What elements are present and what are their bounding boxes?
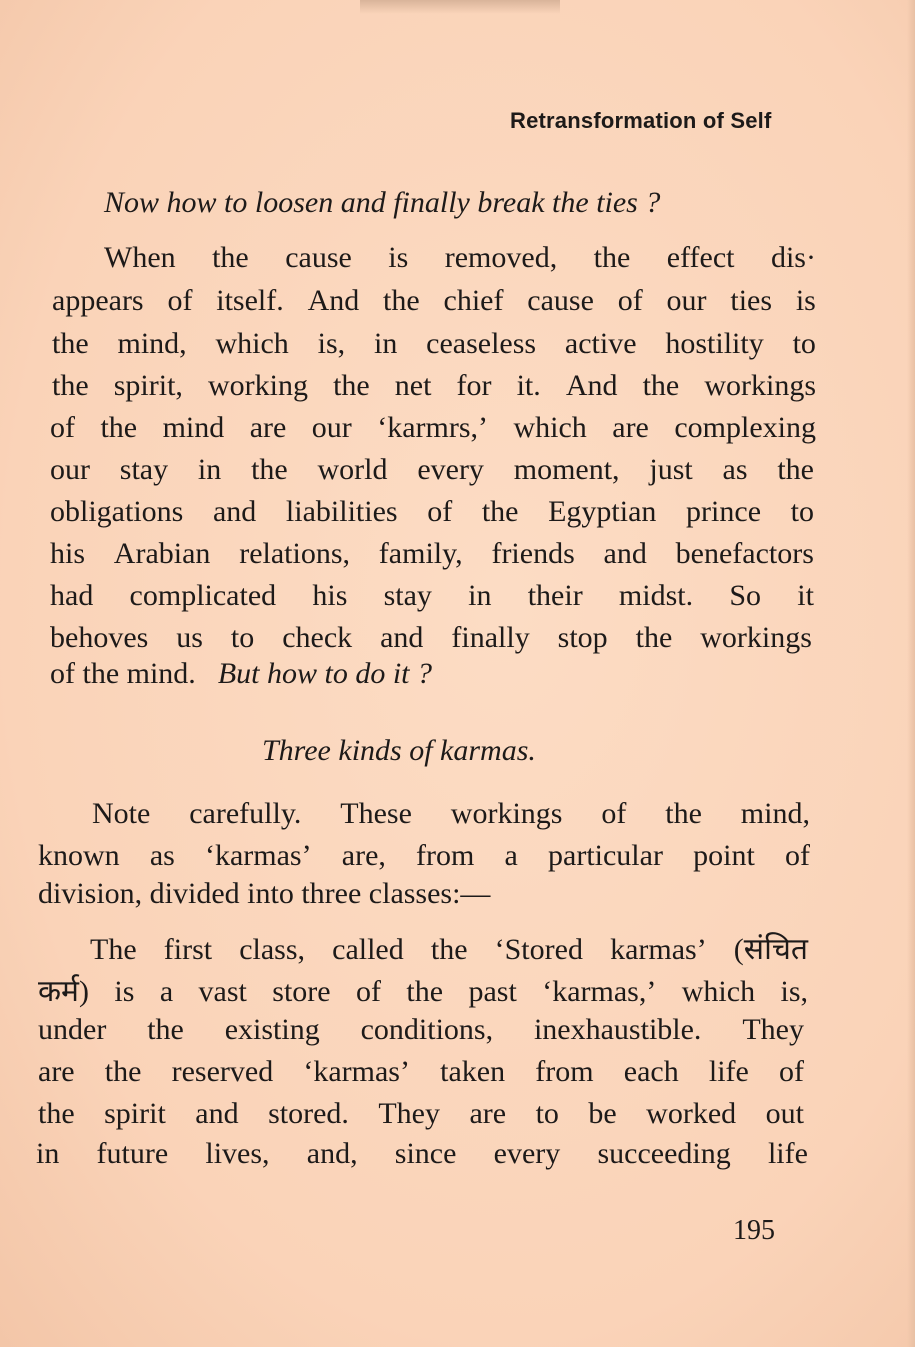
paragraph-line: of the mind are our ‘karmrs,’ which are complexing <box>50 411 816 444</box>
page-top-shadow <box>360 0 560 14</box>
section-heading-question: Now how to loosen and finally break the ties ? <box>104 186 661 219</box>
running-head: Retransformation of Self <box>510 108 772 133</box>
inline-question: But how to do it ? <box>217 657 432 690</box>
paragraph-line: had complicated his stay in their midst. So it <box>50 579 814 612</box>
paragraph-line: कर्म) is a vast store of the past ‘karmas,’ which is, <box>38 975 808 1008</box>
paragraph-line: his Arabian relations, family, friends and benefactors <box>50 537 814 570</box>
page-number: 195 <box>733 1215 775 1246</box>
paragraph-last-line: division, divided into three classes:— <box>38 877 491 910</box>
paragraph-line: the spirit and stored. They are to be worked out <box>38 1097 804 1130</box>
paragraph-line: Note carefully. These workings of the mind, <box>92 797 810 830</box>
paragraph-line: known as ‘karmas’ are, from a particular point of <box>38 839 810 872</box>
paragraph-line: our stay in the world every moment, just as the <box>50 453 814 486</box>
paragraph-line: in future lives, and, since every succeeding life <box>36 1137 808 1170</box>
paragraph-line-text: of the mind. <box>50 657 196 690</box>
paragraph-line: When the cause is removed, the effect dis· <box>104 241 816 274</box>
paragraph-last-line <box>50 656 432 692</box>
paragraph-line: the spirit, working the net for it. And the workings <box>52 369 816 402</box>
page-right-edge <box>907 0 915 1347</box>
paragraph-line: appears of itself. And the chief cause of our ties is <box>52 284 816 317</box>
paragraph-line: behoves us to check and finally stop the workings <box>50 621 812 654</box>
paragraph-line: obligations and liabilities of the Egyptian prince to <box>50 495 814 528</box>
section-heading-karmas: Three kinds of karmas. <box>262 734 536 767</box>
paragraph-line: are the reserved ‘karmas’ taken from each life of <box>38 1055 804 1088</box>
paragraph-line: the mind, which is, in ceaseless active hostility to <box>52 327 816 360</box>
paragraph-line: The first class, called the ‘Stored karmas’ (संचित <box>90 933 808 966</box>
paragraph-line: under the existing conditions, inexhaustible. They <box>38 1013 804 1046</box>
